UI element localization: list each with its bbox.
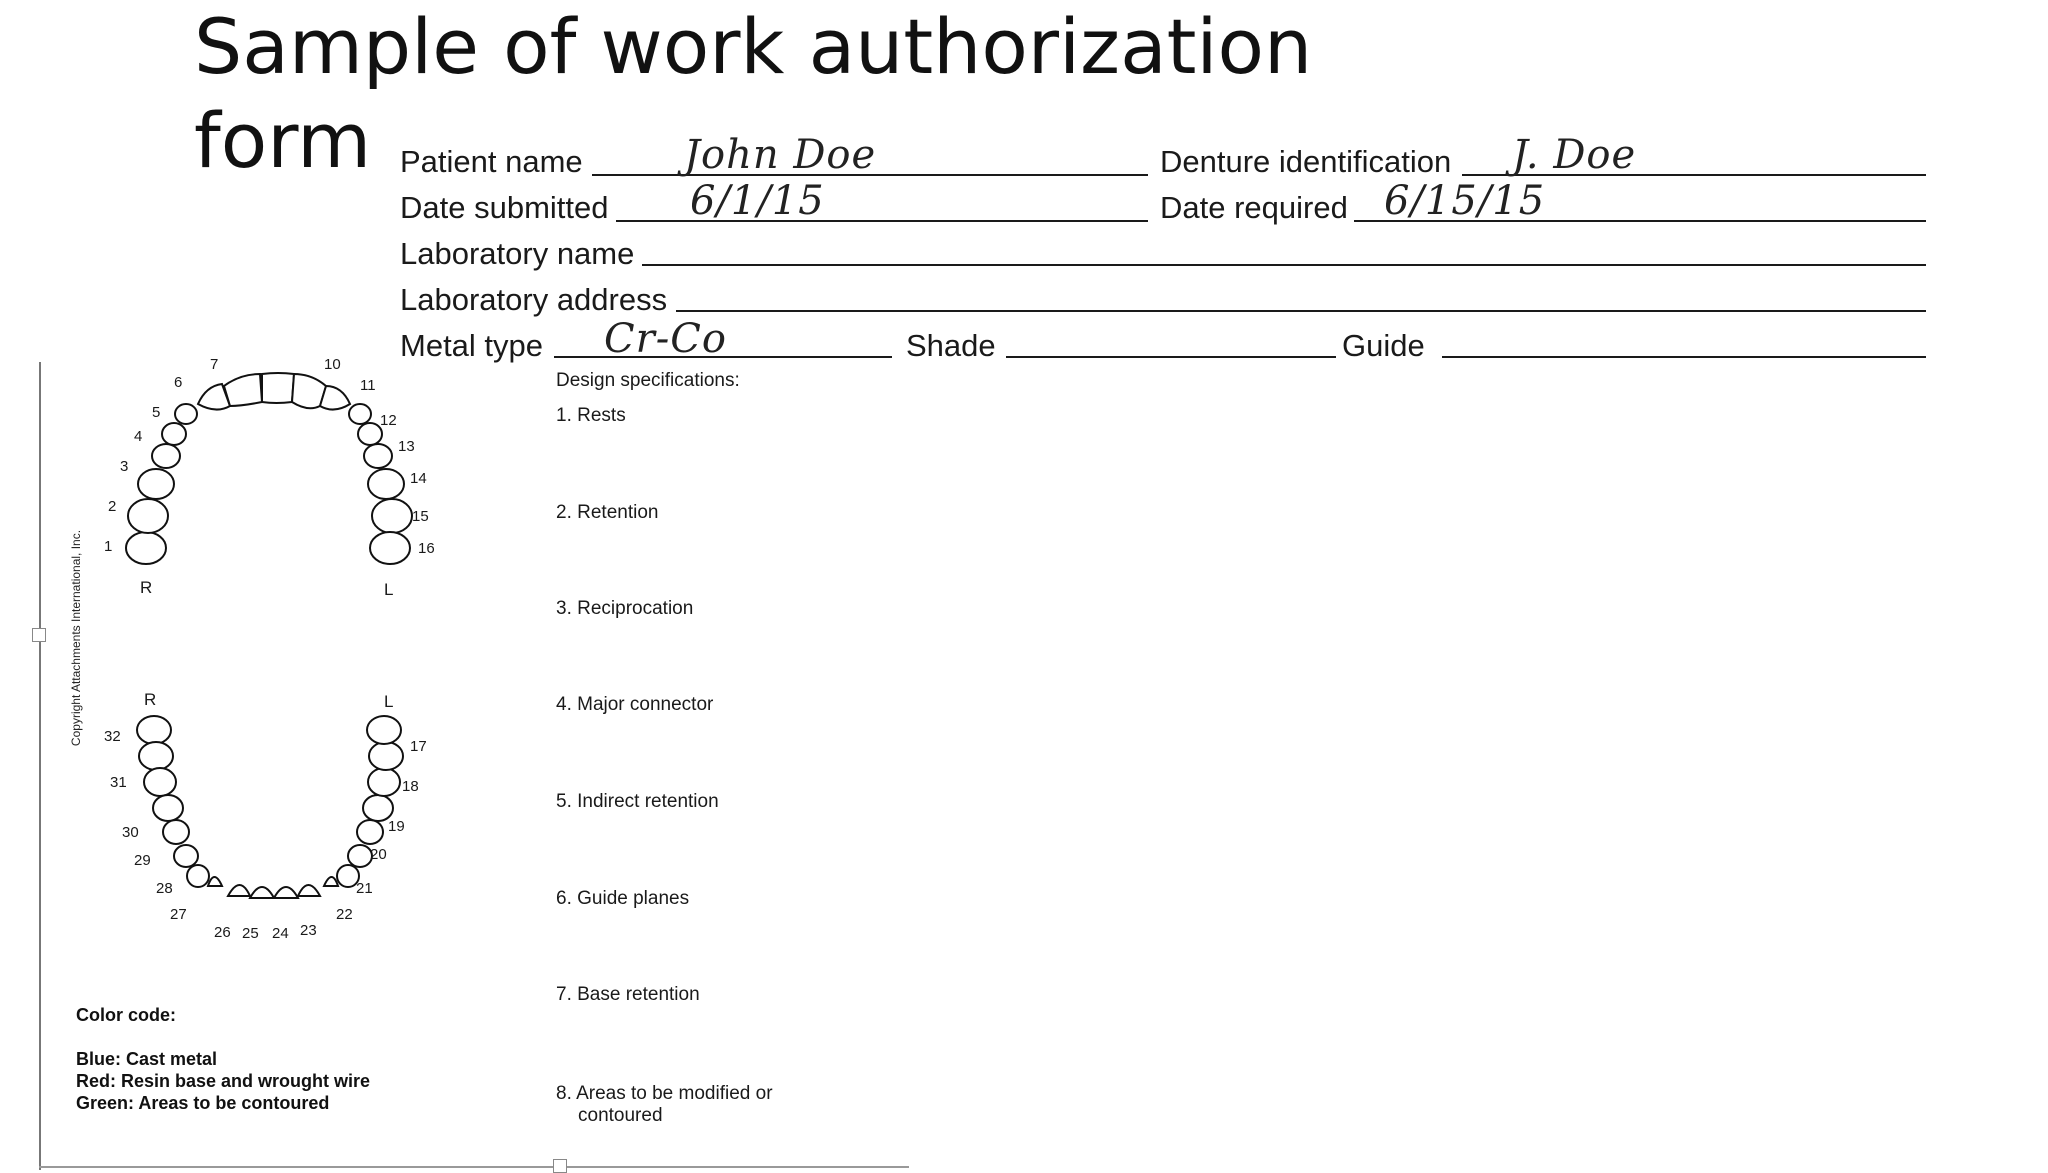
patient-name-label: Patient name [400,144,583,179]
shade-line [1006,356,1336,358]
spec-item: 1. Rests [556,405,626,426]
patient-name-value: John Doe [684,132,877,178]
spec-item: contoured [578,1105,663,1126]
tooth-number: 10 [324,356,341,373]
spec-item: 6. Guide planes [556,888,690,909]
upper-left-label: L [384,580,394,599]
lower-arch [137,716,403,898]
spec-item: 2. Retention [556,502,659,523]
tooth-number: 27 [170,906,187,923]
color-code-green: Green: Areas to be contoured [76,1093,330,1113]
metal-type-value: Cr-Co [604,316,727,362]
spec-item: 7. Base retention [556,984,700,1005]
tooth-number: 23 [300,922,317,939]
denture-id-value: J. Doe [1512,132,1637,178]
lower-left-label: L [384,692,394,711]
tooth-number: 25 [242,925,259,942]
color-code-red: Red: Resin base and wrought wire [76,1071,371,1091]
tooth-number: 7 [210,356,219,373]
tooth-number: 29 [134,852,151,869]
resize-handle-left[interactable] [32,628,46,642]
guide-line [1442,356,1926,358]
lab-name-line [642,264,1926,266]
spec-item: 5. Indirect retention [556,791,719,812]
tooth-number: 32 [104,728,121,745]
date-submitted-value: 6/1/15 [690,178,825,224]
tooth-number: 14 [410,470,427,487]
tooth-number: 21 [356,880,373,897]
spec-item: 3. Reciprocation [556,598,694,619]
tooth-number: 24 [272,925,289,942]
design-specs-heading: Design specifications: [556,370,740,391]
lower-right-label: R [144,690,157,709]
spec-item: 4. Major connector [556,694,714,715]
date-submitted-label: Date submitted [400,190,609,225]
upper-right-label: R [140,578,153,597]
copyright-text: Copyright Attachments International, Inc. [69,529,83,747]
tooth-number: 22 [336,906,353,923]
tooth-number: 1 [104,538,113,555]
tooth-number: 12 [380,412,397,429]
tooth-number: 19 [388,818,405,835]
form-image-left-edge [39,362,41,1170]
guide-label: Guide [1342,328,1425,363]
tooth-number: 30 [122,824,139,841]
date-required-value: 6/15/15 [1384,178,1546,224]
lab-name-label: Laboratory name [400,236,635,271]
tooth-number: 20 [370,846,387,863]
tooth-number: 31 [110,774,127,791]
spec-item: 8. Areas to be modified or [556,1083,773,1104]
slide-title: Sample of work authorization form [194,2,1313,185]
tooth-number: 6 [174,374,183,391]
tooth-number: 16 [418,540,435,557]
tooth-number: 2 [108,498,117,515]
tooth-number: 26 [214,924,231,941]
upper-arch [126,373,412,564]
form-image-bottom-edge [39,1166,909,1168]
lab-address-line [676,310,1926,312]
lab-address-label: Laboratory address [400,282,668,317]
tooth-number: 17 [410,738,427,755]
tooth-number: 11 [360,377,376,394]
color-code-blue: Blue: Cast metal [76,1049,218,1069]
denture-id-label: Denture identification [1160,144,1452,179]
tooth-number: 4 [134,428,143,445]
color-code [76,1004,370,1114]
tooth-number: 18 [402,778,419,795]
date-required-label: Date required [1160,190,1348,225]
metal-type-label: Metal type [400,328,544,363]
tooth-number: 15 [412,508,429,525]
color-code-heading: Color code: [76,1005,177,1025]
resize-handle-bottom[interactable] [553,1159,567,1173]
tooth-number: 3 [120,458,129,475]
tooth-number: 5 [152,404,161,421]
shade-label: Shade [906,328,996,363]
tooth-number: 28 [156,880,173,897]
tooth-number: 13 [398,438,415,455]
